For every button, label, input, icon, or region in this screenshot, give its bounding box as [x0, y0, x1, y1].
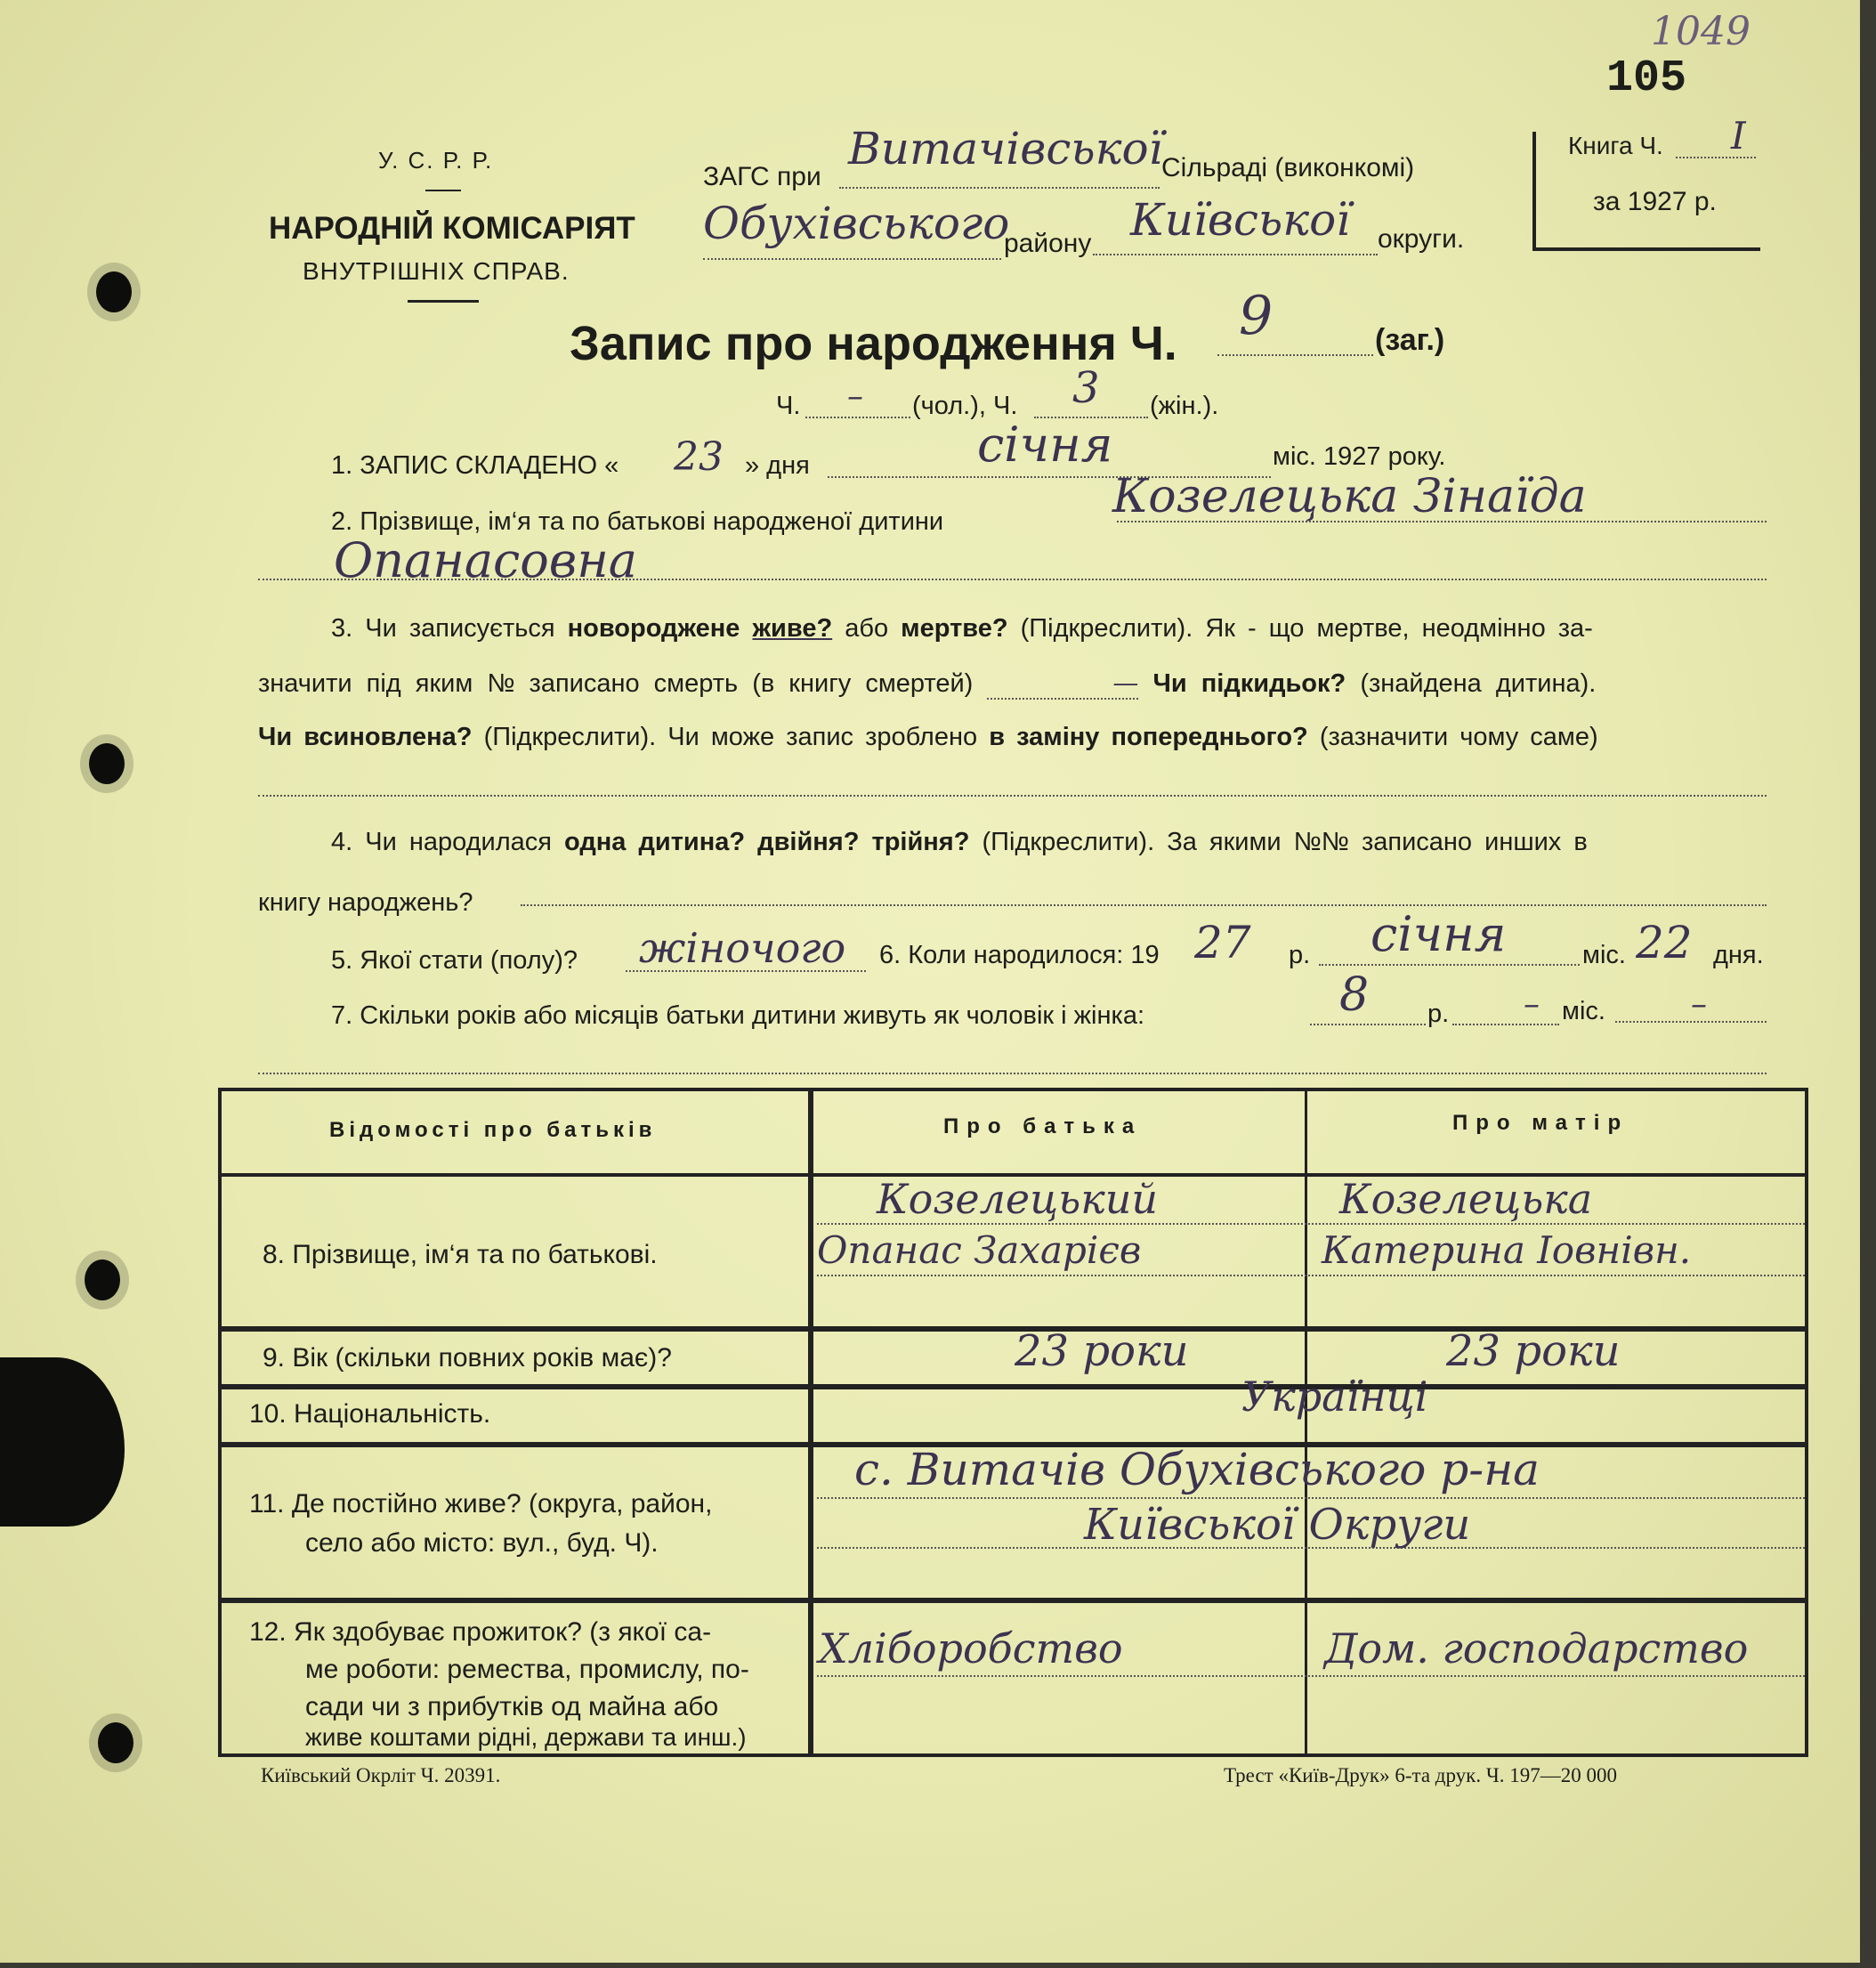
zags-raion-value: Обухівського [703, 198, 1010, 249]
row9-father: 23 роки [1015, 1326, 1189, 1376]
q1-day: 23 [674, 434, 724, 480]
zags-raion-label: району [1004, 229, 1092, 258]
torn-edge [0, 1357, 125, 1527]
row11-label-l1: 11. Де постійно живе? (округа, район, [249, 1489, 713, 1519]
punch-hole [98, 1722, 133, 1763]
title-label-ch: Ч. [776, 392, 801, 420]
q3-adopted: Чи всиновлена? [258, 723, 473, 751]
q4-line1 [331, 828, 1588, 857]
q3-line3 [258, 723, 1598, 752]
q3-replacement: в заміну попереднього? [989, 723, 1308, 751]
divider [408, 300, 479, 303]
table-header-mother: Про матір [1452, 1111, 1629, 1135]
punch-hole [89, 743, 125, 784]
q5-label: 5. Якої стати (полу)? [331, 946, 578, 975]
zags-selrada-value: Витачівської [848, 123, 1163, 174]
row9-label: 9. Вік (скільки повних років має)? [263, 1343, 672, 1373]
archive-number-handwritten: 1049 [1651, 9, 1751, 54]
q3-line1 [331, 614, 1593, 644]
female-number: 3 [1072, 363, 1100, 413]
q6-month-line [1319, 964, 1580, 966]
zags-okruga-label: округи. [1378, 224, 1465, 254]
q5-value: жіночого [639, 924, 846, 972]
row8-mother-l1: Козелецька [1339, 1175, 1593, 1223]
q3-l3-end: (зазначити чому саме) [1319, 723, 1598, 751]
row12-mother: Дом. господарство [1324, 1624, 1749, 1672]
q7-blank-line [258, 1073, 1767, 1074]
q6-label: 6. Коли народилося: 19 [879, 941, 1160, 969]
table-header-father: Про батька [943, 1114, 1143, 1138]
q4-l1-end: (Підкреслити). За якими №№ записано инших в [982, 828, 1588, 856]
q3-line2 [258, 668, 1596, 700]
q3-l3-mid: (Підкреслити). Чи може запис зроблено [483, 723, 978, 751]
q3-l2-start: значити під яким № записано смерть (в книгу смертей) [258, 669, 974, 698]
agency-line2: НАРОДНІЙ КОМІСАРІЯТ [269, 211, 635, 246]
cell-line [817, 1223, 1805, 1225]
q4-blank-line [521, 904, 1767, 906]
row8-mother-l2: Катерина Іовнівн. [1322, 1228, 1692, 1272]
title-suffix: (заг.) [1375, 323, 1445, 357]
q3-l2-end: (знайдена дитина). [1360, 669, 1597, 698]
q3-l1-end: (Підкреслити). Як - що мертве, неодмінно за- [1020, 614, 1593, 643]
book-number-line [1676, 157, 1756, 158]
q3-dead: мертве? [901, 614, 1008, 643]
q3-blank-line [258, 795, 1767, 797]
footer-right: Трест «Київ-Друк» 6-та друк. Ч. 197—20 000 [1224, 1764, 1618, 1786]
book-year: за 1927 р. [1593, 187, 1717, 216]
q2-value-line1: Козелецька Зінаїда [1112, 470, 1587, 523]
q6-label-mis: міс. [1582, 941, 1626, 969]
agency-line3: ВНУТРІШНІХ СПРАВ. [303, 257, 570, 285]
row12-label-l1: 12. Як здобуває прожиток? (з якої са- [249, 1617, 712, 1647]
divider [425, 190, 461, 191]
zags-raion-line [703, 258, 1001, 260]
q1-start: 1. ЗАПИС СКЛАДЕНО « [331, 451, 619, 480]
cell-line [817, 1497, 1805, 1499]
title-number: 9 [1239, 285, 1274, 347]
row11-label-l2: село або місто: вул., буд. Ч). [305, 1528, 659, 1558]
row11-both-l2: Київської Округи [1084, 1500, 1471, 1550]
male-number-line [805, 417, 910, 418]
title-number-line [1217, 354, 1373, 356]
q7-months-line [1452, 1024, 1559, 1025]
book-number: I [1731, 114, 1746, 158]
q7-extra: – [1691, 986, 1707, 1023]
page-title: Запис про народження Ч. [570, 317, 1177, 370]
punch-hole [96, 271, 132, 312]
row-divider [218, 1384, 1808, 1389]
q7-years-line [1310, 1024, 1426, 1025]
q3-death-number: — [987, 668, 1138, 700]
table-header-info: Відомості про батьків [329, 1118, 657, 1142]
q4-l1-start: 4. Чи народилася [331, 828, 552, 856]
row-divider [218, 1598, 1808, 1603]
zags-label: ЗАГС при [703, 162, 821, 191]
zags-okruga-line [1093, 254, 1378, 255]
q7-years: 8 [1339, 968, 1370, 1022]
q4-options: одна дитина? двійня? трійня? [564, 828, 970, 856]
q3-or: або [845, 614, 889, 643]
q6-day: 22 [1636, 917, 1693, 968]
row12-label-l2: ме роботи: ремества, промислу, по- [305, 1655, 749, 1684]
col-divider [808, 1088, 813, 1757]
q7-label-mis: міс. [1562, 997, 1605, 1025]
row10-both: Українці [1241, 1373, 1428, 1421]
zags-selrada-label: Сільраді (виконкомі) [1161, 153, 1415, 182]
row12-father: Хліборобство [819, 1624, 1123, 1672]
q3-foundling: Чи підкидьок? [1152, 669, 1346, 698]
q3-l1-start: 3. Чи записується [331, 614, 555, 643]
q1-mid: » дня [745, 451, 810, 480]
q4-line2: книгу народжень? [258, 888, 473, 917]
row12-label-l3: сади чи з прибутків од майна або [305, 1692, 719, 1721]
row8-label: 8. Прізвище, ім‘я та по батькові. [263, 1240, 658, 1269]
q3-alive: живе? [752, 614, 833, 643]
q1-month: січня [977, 417, 1113, 473]
punch-hole [85, 1259, 120, 1300]
q6-label-dnya: дня. [1713, 941, 1764, 969]
male-label: (чол.), Ч. [912, 392, 1018, 420]
female-label: (жін.). [1150, 392, 1219, 420]
q1-end: міс. 1927 року. [1273, 442, 1446, 471]
zags-selrada-line [839, 187, 1160, 189]
q6-year: 27 [1194, 917, 1251, 968]
book-label: Книга Ч. [1568, 132, 1663, 159]
row10-label: 10. Національність. [249, 1399, 491, 1429]
row12-label-l4: живе коштами рідні, держави та инш.) [305, 1723, 747, 1751]
col-divider [1305, 1088, 1307, 1757]
agency-line1: У. С. Р. Р. [378, 147, 494, 174]
cell-line [817, 1675, 1805, 1677]
q6-label-r: р. [1289, 941, 1311, 969]
row9-mother: 23 роки [1446, 1326, 1621, 1376]
q7-label-r: р. [1427, 1000, 1450, 1028]
row8-father-l2: Опанас Захарієв [817, 1228, 1142, 1272]
footer-left: Київський Окрліт Ч. 20391. [261, 1764, 501, 1786]
q6-month: січня [1371, 906, 1507, 962]
q7-months: – [1524, 986, 1540, 1023]
male-number: – [847, 378, 863, 415]
q7-label: 7. Скільки років або місяців батьки дитини живуть як чоловік і жінка: [331, 1001, 1145, 1030]
q3-newborn: новороджене [567, 614, 740, 643]
row11-both-l1: с. Витачів Обухівського р-на [854, 1444, 1540, 1495]
zags-okruga-value: Київської [1130, 194, 1351, 246]
cell-line [817, 1275, 1805, 1276]
q2-value-line2: Опанасовна [334, 532, 637, 588]
row8-father-l1: Козелецький [877, 1175, 1158, 1223]
q2-label: 2. Прізвище, ім‘я та по батькові народженої дитини [331, 507, 944, 536]
archive-number-printed: 105 [1606, 53, 1687, 104]
